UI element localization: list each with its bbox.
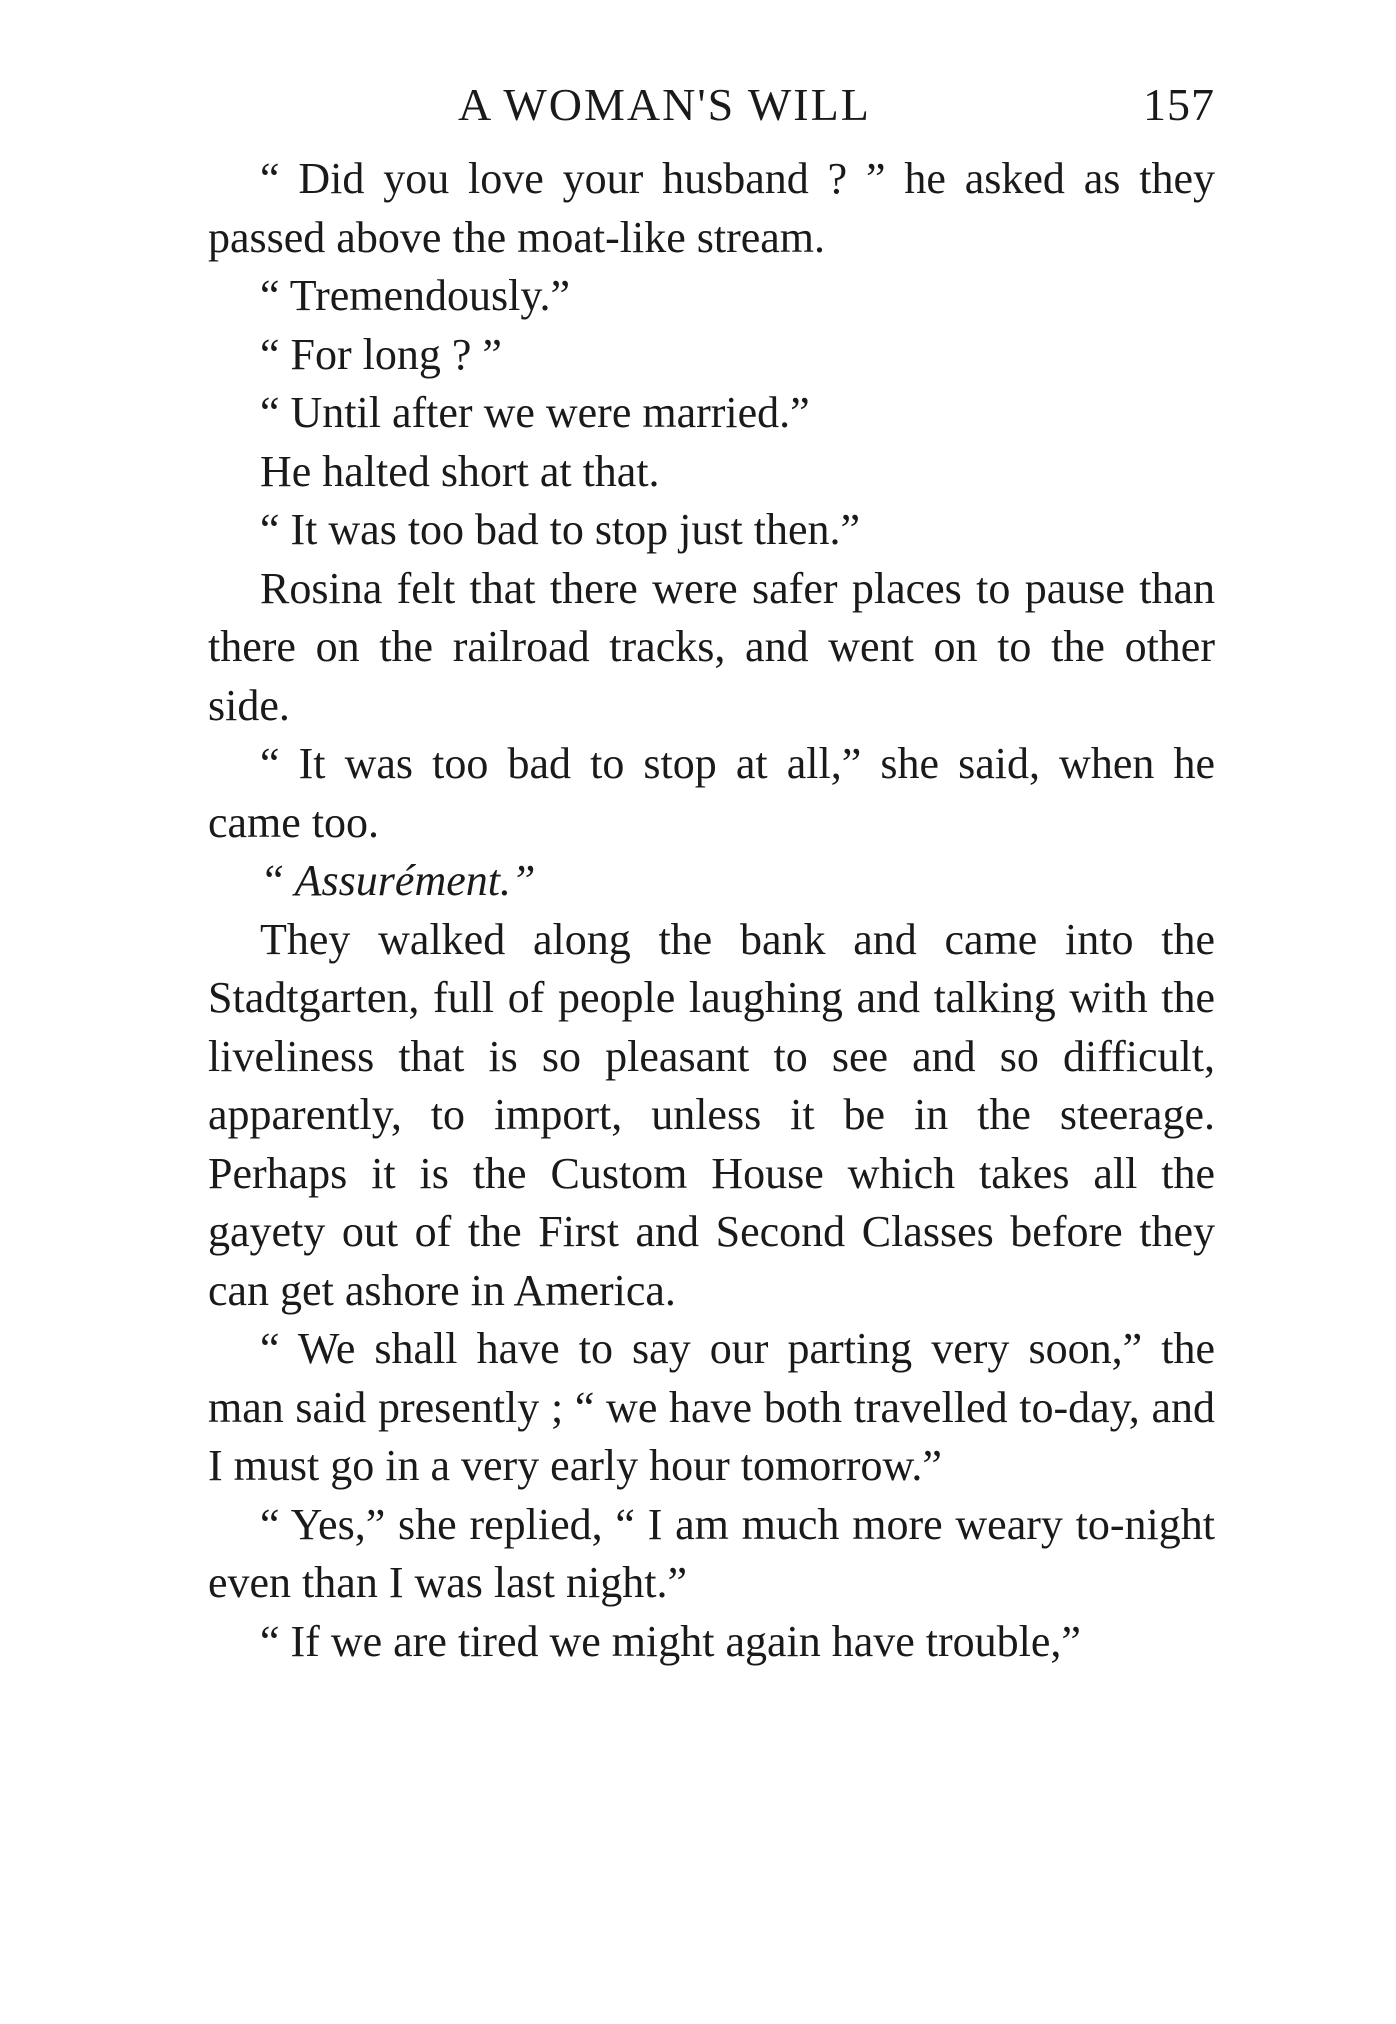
paragraph: “ We shall have to say our parting very soon,” the man said presently ; “ we have both travelled to-day, and I must go in a very early hour tomorrow.” xyxy=(208,1324,1215,1490)
page-header xyxy=(208,78,1215,150)
paragraph: “ It was too bad to stop just then.” xyxy=(260,505,861,554)
paragraph: Rosina felt that there were safer places to pause than there on the railroad tracks, and went on to the other side. xyxy=(208,563,1215,730)
running-title: A WOMAN'S WILL xyxy=(458,79,871,130)
paragraph: “ If we are tired we might again have trouble,” xyxy=(260,1616,1081,1666)
paragraph: They walked along the bank and came into the Stadtgarten, full of people laughing and talking with the liveliness that is so pleasant to see and so difficult, apparently, to import, unless it be in the steerage. Perhaps it is the Custom House which takes all the gayety out of the First and Second Classes before they can get ashore in America. xyxy=(208,914,1215,1315)
paragraph xyxy=(208,852,1215,911)
paragraph: He halted short at that. xyxy=(260,446,660,496)
book-page xyxy=(208,78,1215,1671)
body-text xyxy=(208,150,1215,1671)
paragraph: “ Tremendously.” xyxy=(260,271,571,320)
paragraph: “ Yes,” she replied, “ I am much more weary to-night even than I was last night.” xyxy=(208,1499,1215,1607)
italic-text: “ Assurément.” xyxy=(260,856,536,905)
paragraph: “ Until after we were married.” xyxy=(260,388,810,437)
paragraph: “ Did you love your husband ? ” he asked as they passed above the moat-like stream. xyxy=(208,154,1215,262)
page-number: 157 xyxy=(1143,79,1215,130)
paragraph: “ It was too bad to stop at all,” she said, when he came too. xyxy=(208,739,1215,847)
paragraph: “ For long ? ” xyxy=(260,329,502,379)
